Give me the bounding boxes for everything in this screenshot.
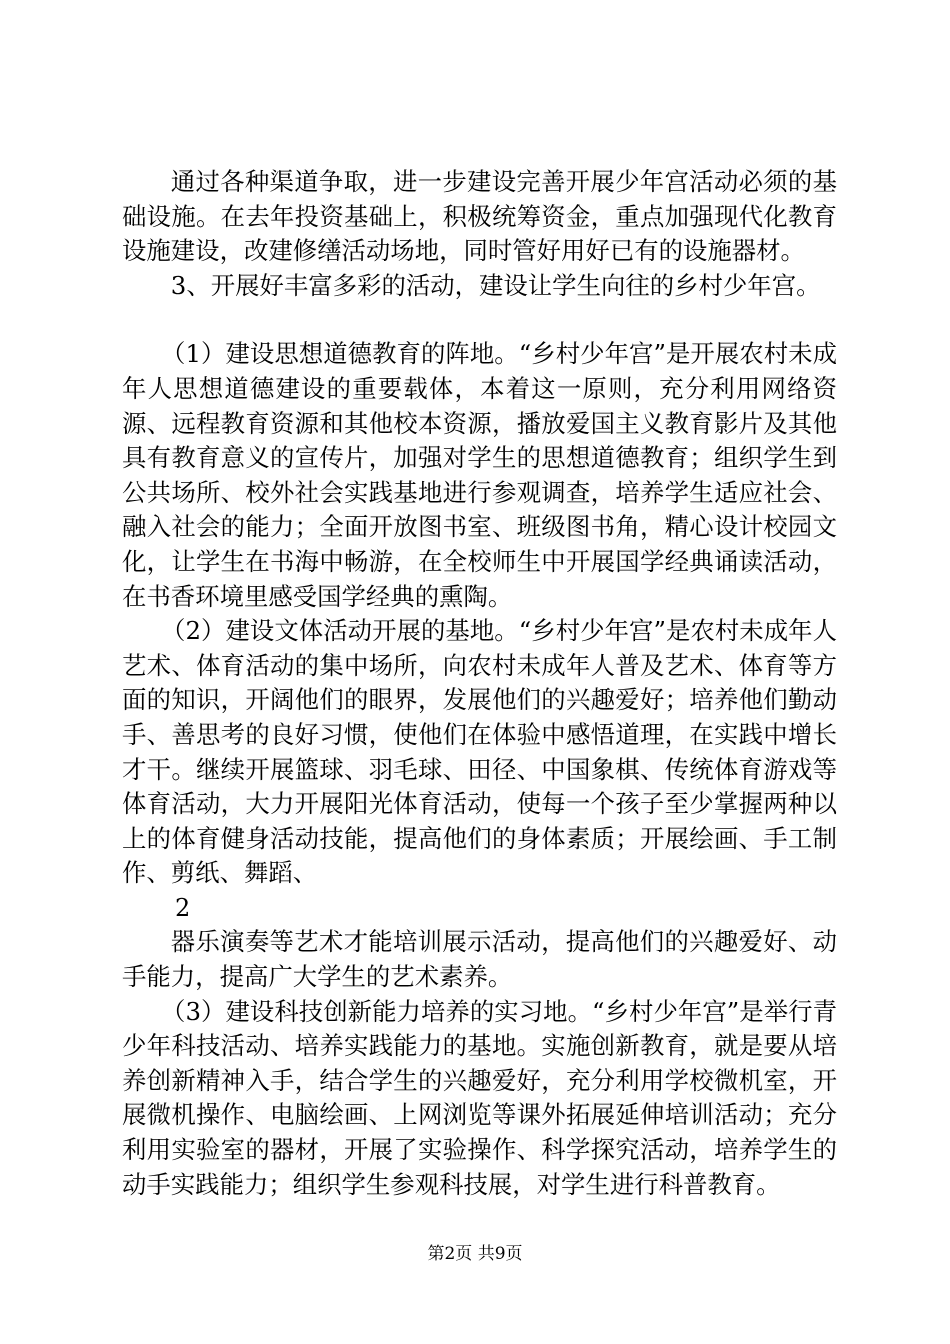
paragraph-moral-education: （1）建设思想道德教育的阵地。“乡村少年宫”是开展农村未成年人思想道德建设的重要载体，本着这一原则，充分利用网络资源、远程教育资源和其他校本资源，播放爱国主义教育影片及其他具有教育意义的宣传片，加强对学生的思想道德教育；组织学生到公共场所、校外社会实践基地进行参观调查，培养学生适应社会、融入社会的能力；全面开放图书室、班级图书角，精心设计校园文化，让学生在书海中畅游，在全校师生中开展国学经典诵读活动，在书香环境里感受国学经典的熏陶。: [122, 339, 837, 611]
paragraph-arts-sports: （2）建设文体活动开展的基地。“乡村少年宫”是农村未成年人艺术、体育活动的集中场所，向农村未成年人普及艺术、体育等方面的知识，开阔他们的眼界，发展他们的兴趣爱好；培养他们勤动手、善思考的良好习惯，使他们在体验中感悟道理，在实践中增长才干。继续开展篮球、羽毛球、田径、中国象棋、传统体育游戏等体育活动，大力开展阳光体育活动，使每一个孩子至少掌握两种以上的体育健身活动技能，提高他们的身体素质；开展绘画、手工制作、剪纸、舞蹈、: [122, 616, 837, 888]
document-body: [122, 165, 837, 1202]
page-footer: 第2页 共9页: [427, 1244, 523, 1264]
inline-page-number: 2: [175, 893, 191, 922]
paragraph-section-3-heading: 3、开展好丰富多彩的活动，建设让学生向往的乡村少年宫。: [170, 270, 821, 300]
paragraph-facilities: 通过各种渠道争取，进一步建设完善开展少年宫活动必须的基础设施。在去年投资基础上，积极统筹资金，重点加强现代化教育设施建设，改建修缮活动场地，同时管好用好已有的设施器材。: [122, 167, 837, 266]
paragraph-science-tech: （3）建设科技创新能力培养的实习地。“乡村少年宫”是举行青少年科技活动、培养实践能力的基地。实施创新教育，就是要从培养创新精神入手，结合学生的兴趣爱好，充分利用学校微机室，开展微机操作、电脑绘画、上网浏览等课外拓展延伸培训活动；充分利用实验室的器材，开展了实验操作、科学探究活动，培养学生的动手实践能力；组织学生参观科技展，对学生进行科普教育。: [122, 996, 837, 1199]
paragraph-arts-continued: 器乐演奏等艺术才能培训展示活动，提高他们的兴趣爱好、动手能力，提高广大学生的艺术素养。: [122, 927, 837, 992]
